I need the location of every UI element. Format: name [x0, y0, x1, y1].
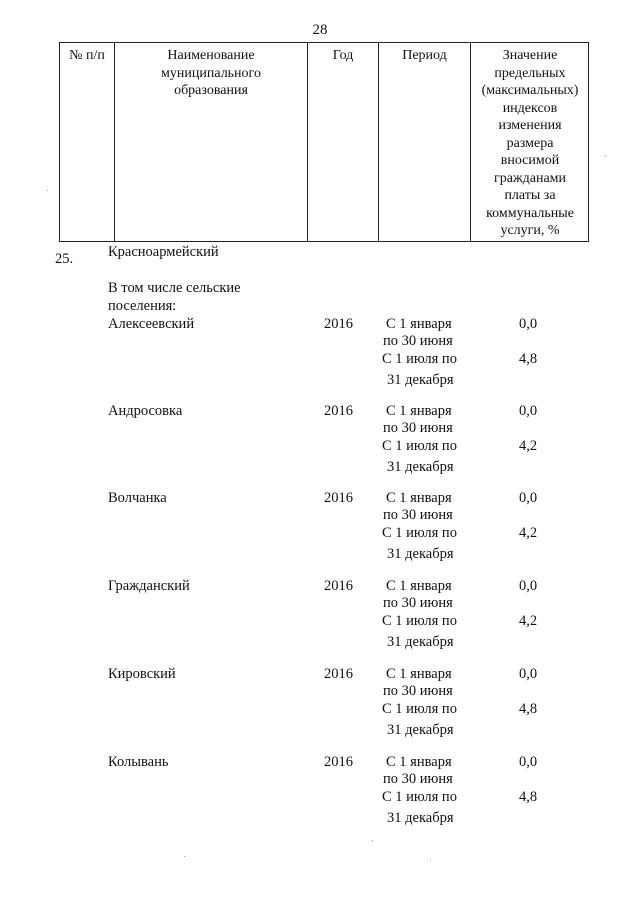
row-year: 2016: [324, 754, 353, 770]
column-divider: [307, 43, 308, 241]
row-period-line: 31 декабря: [387, 634, 454, 650]
row-name: Алексеевский: [108, 316, 195, 332]
row-period-line: по 30 июня: [383, 595, 453, 611]
row-period-line: 31 декабря: [387, 372, 454, 388]
header-value-line: (максимальных): [481, 83, 579, 98]
header-name-line: Наименование: [167, 48, 255, 63]
row-period-line: С 1 января: [386, 316, 452, 332]
header-value-line: коммунальные: [486, 205, 574, 221]
header-value-line: изменения: [498, 118, 562, 133]
row-value: 4,8: [519, 789, 538, 805]
header-value-line: платы за: [504, 188, 556, 203]
header-value-line: услуги, %: [500, 223, 560, 238]
row-value: 0,0: [519, 754, 538, 770]
scan-speck: [372, 840, 373, 841]
row-value: 0,0: [519, 666, 538, 682]
row-period-line: С 1 января: [386, 754, 452, 770]
row-year: 2016: [324, 490, 353, 506]
row-period-line: 31 декабря: [387, 459, 454, 475]
row-year: 2016: [324, 403, 353, 419]
header-name-line: муниципального: [161, 65, 261, 81]
row-period-line: по 30 июня: [383, 420, 453, 436]
row-period-line: С 1 июля по: [382, 525, 457, 541]
row-period-line: С 1 июля по: [382, 701, 457, 717]
header-name-line: образования: [174, 83, 248, 98]
scan-speck: [605, 155, 606, 156]
row-period-line: С 1 июля по: [382, 613, 457, 629]
header-year: Год: [332, 48, 354, 63]
row-period-line: 31 декабря: [387, 546, 454, 562]
row-period-line: по 30 июня: [383, 333, 453, 349]
scan-speck: [47, 190, 48, 191]
row-period-line: по 30 июня: [383, 507, 453, 523]
row-period-line: по 30 июня: [383, 771, 453, 787]
header-value-line: гражданами: [493, 170, 567, 186]
header-value-line: Значение: [502, 48, 558, 63]
row-value: 0,0: [519, 578, 538, 594]
row-period-line: С 1 января: [386, 403, 452, 419]
row-period-line: по 30 июня: [383, 683, 453, 699]
page-number: 28: [312, 22, 328, 38]
header-value-line: предельных: [494, 65, 566, 81]
table-header: [59, 42, 589, 242]
row-value: 4,2: [519, 438, 538, 454]
row-name: Гражданский: [108, 578, 190, 594]
row-value: 4,2: [519, 613, 538, 629]
row-period-line: 31 декабря: [387, 810, 454, 826]
row-name: Кировский: [108, 666, 176, 682]
row-period-line: С 1 января: [386, 666, 452, 682]
row-name: Волчанка: [108, 490, 167, 506]
row-value: 4,2: [519, 525, 538, 541]
row-value: 0,0: [519, 490, 538, 506]
row-name: Колывань: [108, 754, 169, 770]
row-period-line: С 1 июля по: [382, 351, 457, 367]
header-value: [471, 47, 589, 240]
row-period-line: С 1 июля по: [382, 438, 457, 454]
section-number: 25.: [55, 251, 74, 267]
column-divider: [378, 43, 379, 241]
row-value: 4,8: [519, 351, 538, 367]
section-subtitle-line: В том числе сельские: [108, 280, 241, 296]
header-name: [115, 47, 307, 100]
scan-speck: [184, 856, 185, 857]
header-value-line: вносимой: [500, 153, 560, 168]
row-value: 0,0: [519, 403, 538, 419]
row-name: Андросовка: [108, 403, 183, 419]
row-year: 2016: [324, 666, 353, 682]
row-period-line: С 1 января: [386, 578, 452, 594]
header-value-line: индексов: [502, 100, 558, 116]
row-period-line: С 1 января: [386, 490, 452, 506]
section-subtitle-line: поселения:: [108, 298, 177, 314]
row-period-line: 31 декабря: [387, 722, 454, 738]
scan-speck: [430, 860, 431, 861]
row-period-line: С 1 июля по: [382, 789, 457, 805]
row-year: 2016: [324, 316, 353, 332]
row-value: 0,0: [519, 316, 538, 332]
header-value-line: размера: [506, 135, 554, 151]
header-period: Период: [402, 48, 447, 63]
row-value: 4,8: [519, 701, 538, 717]
section-name: Красноармейский: [108, 244, 219, 260]
row-year: 2016: [324, 578, 353, 594]
header-num: № п/п: [69, 48, 105, 63]
